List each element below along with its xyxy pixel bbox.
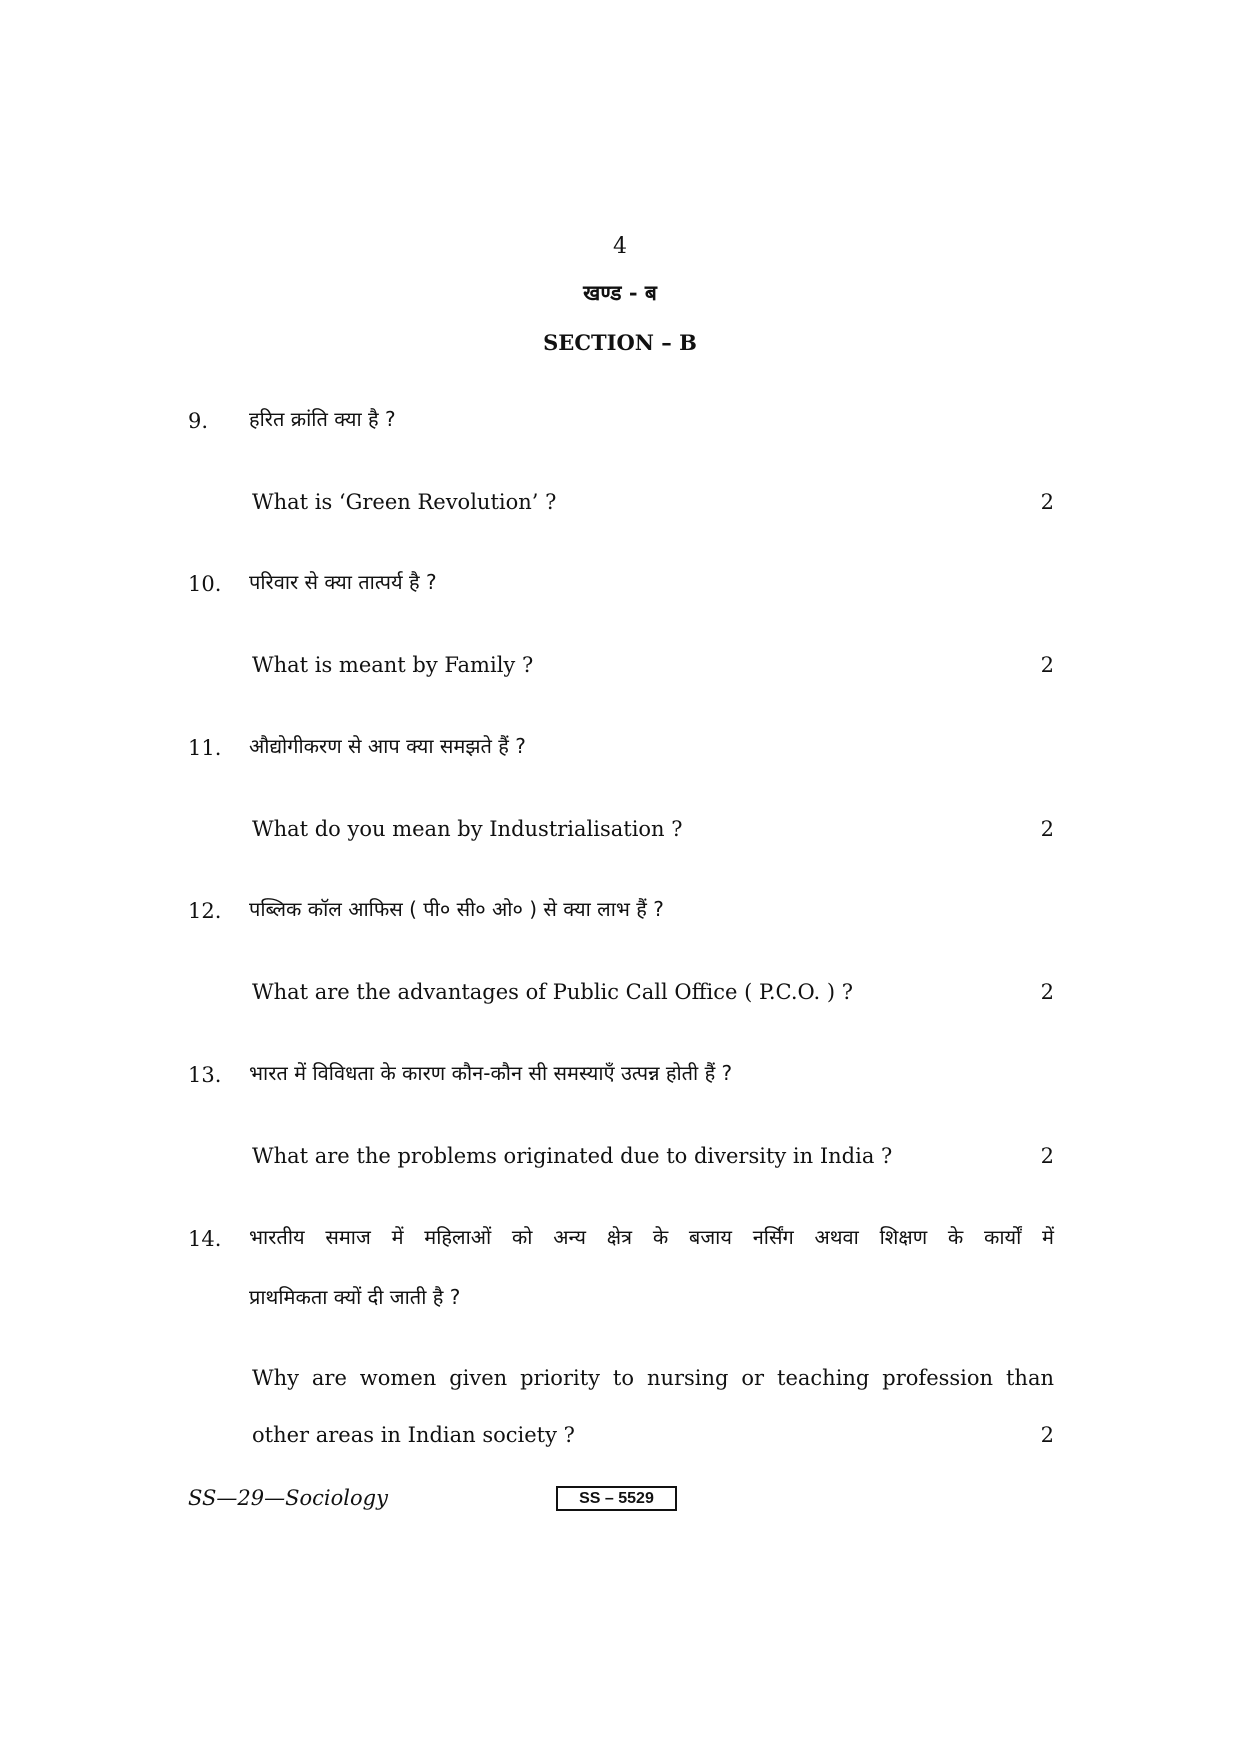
footer-paper-code: SS – 5529 — [556, 1486, 677, 1511]
section-title-hindi: खण्ड - ब — [583, 280, 657, 305]
question-text-hindi: पब्लिक कॉल आफिस ( पी० सी० ओ० ) से क्या लाभ हैं ? — [249, 897, 664, 921]
question-number: 9. — [188, 409, 209, 433]
question-number: 13. — [188, 1063, 222, 1087]
question-text-english: What is meant by Family ? — [252, 653, 534, 677]
question-number: 14. — [188, 1227, 222, 1251]
question-text-hindi: भारत में विविधता के कारण कौन-कौन सी समस्याएँ उत्पन्न होती हैं ? — [249, 1061, 733, 1085]
question-marks: 2 — [1040, 1144, 1054, 1168]
question-number: 11. — [188, 736, 222, 760]
question-text-english: What are the advantages of Public Call Office ( P.C.O. ) ? — [252, 980, 853, 1004]
question-marks: 2 — [1040, 490, 1054, 514]
question-number: 12. — [188, 899, 222, 923]
question-text-hindi-line-1: भारतीय समाज में महिलाओं को अन्य क्षेत्र के बजाय नर्सिंग अथवा शिक्षण के कार्यों में — [249, 1225, 1054, 1249]
question-marks: 2 — [1040, 1423, 1054, 1447]
question-text-english-line-1: Why are women given priority to nursing or teaching profession than — [252, 1366, 1054, 1390]
question-text-hindi: हरित क्रांति क्या है ? — [249, 407, 396, 431]
question-marks: 2 — [1040, 980, 1054, 1004]
question-text-hindi: परिवार से क्या तात्पर्य है ? — [249, 570, 437, 594]
question-text-hindi-line-2: प्राथमिकता क्यों दी जाती है ? — [249, 1285, 461, 1309]
question-number: 10. — [188, 572, 222, 596]
question-text-english-line-2: other areas in Indian society ? — [252, 1423, 575, 1447]
question-text-english: What is ‘Green Revolution’ ? — [252, 490, 557, 514]
question-marks: 2 — [1040, 653, 1054, 677]
section-title-english: SECTION – B — [543, 330, 697, 355]
footer-subject: SS—29—Sociology — [188, 1486, 388, 1510]
question-text-hindi: औद्योगीकरण से आप क्या समझते हैं ? — [249, 734, 526, 758]
question-text-english: What do you mean by Industrialisation ? — [252, 817, 683, 841]
question-text-english: What are the problems originated due to diversity in India ? — [252, 1144, 893, 1168]
question-marks: 2 — [1040, 817, 1054, 841]
page-number: 4 — [613, 234, 627, 259]
